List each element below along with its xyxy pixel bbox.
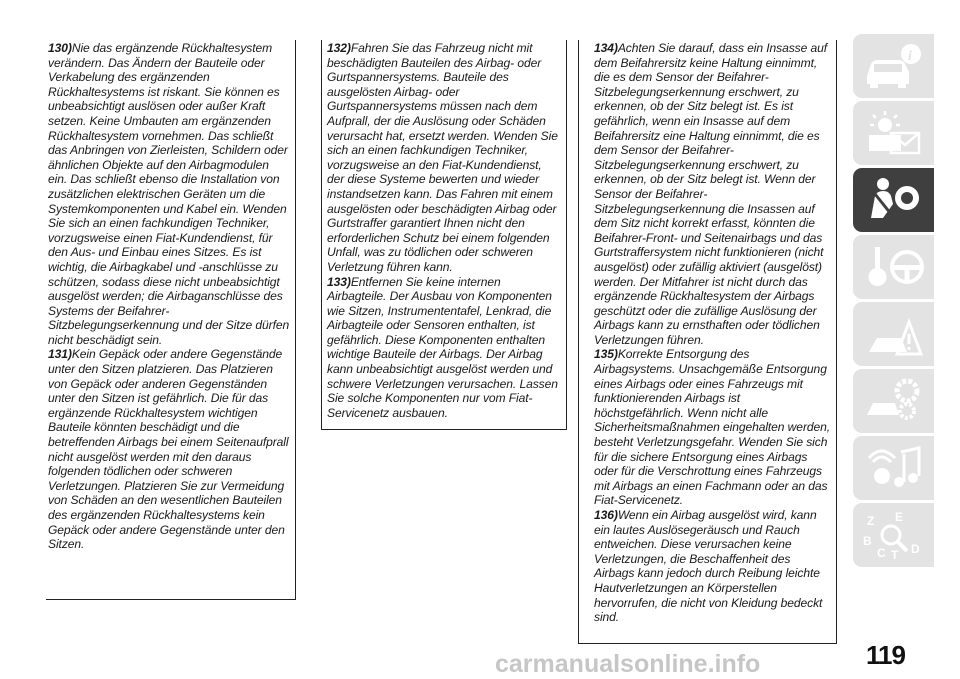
note-number: 132) — [327, 41, 351, 55]
tab-maintenance[interactable] — [853, 369, 934, 433]
tab-multimedia[interactable] — [853, 436, 934, 500]
note-number: 135) — [594, 347, 618, 362]
index-letter: Z — [867, 514, 875, 528]
note-text: Entfernen Sie keine internen Airbagteile. Der Ausbau von Komponenten wie Sitzen, Instrumententafel, Lenkrad, die Airbagteile oder Sensoren enthalten, ist gefährlich. Diese Komponenten enthalten wichtige Bauteile der Airbags. Der Airbag kann unbeabsichtigt ausgelöst werden und schwere Verletzungen verursachen. Lassen Sie solche Komponenten nur vom Fiat-Servicenetz ausbauen. — [327, 274, 558, 420]
note-number: 130) — [48, 41, 72, 55]
note-text: Fahren Sie das Fahrzeug nicht mit beschädigten Bauteilen des Airbag- oder Gurtspannersystems. Bauteile des ausgelösten Airbag- oder Gurtspannersystems müssen nach dem Aufprall, der die Auslösung oder Schäden verursacht hat, ersetzt werden. Wenden Sie sich an einen fachkundigen Techniker, vorzugsweise an den Fiat-Kundendienst, der diese Systeme bewerten und wieder instandsetzen kann. Das Fahren mit einem ausgelösten oder beschädigten Airbag oder Gurtstraffer garantiert Ihnen nicht den erforderlichen Schutz bei einem folgenden Unfall, was zu tödlichen oder schweren Verletzung führen kann. — [327, 41, 558, 274]
note-text: Korrekte Entsorgung des Airbagsystems. Unsachgemäße Entsorgung eines Airbags oder eines Fahrzeugs mit funktionierenden Airbags ist höchstgefährlich. Wenn nicht alle Sicherheitsmaßnahmen eingehalten werden, besteht Verletzungsgefahr. Wenden Sie sich für die sichere Entsorgung eines Airbags oder für die Verschrottung eines Fahrzeugs mit Airbags an einen Fachmann oder an das Fiat-Servicenetz. — [594, 347, 831, 508]
note-number: 133) — [327, 274, 351, 289]
note-132 — [327, 41, 562, 275]
chapter-tabs — [853, 34, 934, 570]
index-search-icon — [861, 509, 925, 561]
note-136 — [594, 508, 832, 625]
index-letter: T — [891, 548, 899, 561]
note-133 — [327, 275, 562, 421]
multimedia-icon — [861, 442, 925, 494]
watermark: carmanualsonline.info — [495, 650, 761, 678]
note-text: Wenn ein Airbag ausgelöst wird, kann ein lautes Auslösegeräusch und Rauch entweichen. Diese verursachen keine Verletzungen, die Beschaffenheit des Airbags kann jedoch durch Reibung leichte Hautverletzungen an Körperstellen hervorrufen, die nicht von Kleidung bedeckt sind. — [594, 508, 823, 625]
note-text: Nie das ergänzende Rückhaltesystem verändern. Das Ändern der Bauteile oder Verkabelung des ergänzenden Rückhaltesystems ist riskant. Sie können es unbeabsichtigt auslösen oder außer Kraft setzen. Keine Umbauten am ergänzenden Rückhaltesystem vornehmen. Das schließt das Anbringen von Zierleisten, Schildern oder ähnlichen Objekte auf den Airbagmodulen ein. Das schließt ebenso die Installation von zusätzlichen elektrischen Geräten um die Systemkomponenten und Kabel ein. Wenden Sie sich an einen fachkundigen Techniker, vorzugsweise einen Fiat-Kundendienst, für den Aus- und Einbau eines Sitzes. Es ist wichtig, die Airbagkabel und -anschlüsse zu schützen, sodass diese nicht unbeabsichtigt ausgelöst werden; die Airbaganschlüsse des Systems der Beifahrer-Sitzbelegungserkennung und der Sitze dürfen nicht beschädigt sein. — [48, 41, 290, 347]
tab-safety[interactable] — [853, 168, 934, 232]
notes-column-3 — [578, 40, 837, 644]
notes-column-2 — [321, 40, 567, 430]
car-info-icon — [861, 40, 925, 92]
notes-column-1 — [46, 40, 296, 600]
note-134 — [594, 41, 832, 347]
tab-index[interactable] — [853, 503, 934, 567]
maintenance-gears-icon — [861, 375, 925, 427]
key-steering-icon — [861, 241, 925, 293]
airbag-seatbelt-icon — [861, 174, 925, 226]
note-text: Achten Sie darauf, dass ein Insasse auf dem Beifahrersitz keine Haltung einnimmt, die es dem Sensor der Beifahrer-Sitzbelegungserkennung erschwert, zu erkennen, ob der Sitz belegt ist. Es ist gefährlich, wenn ein Insasse auf dem Beifahrersitz eine Haltung einnimmt, die es dem Sensor der Beifahrer-Sitzbelegungserkennung erschwert, zu erkennen, ob der Sitz belegt ist. Wenn der Sensor der Beifahrer-Sitzbelegungserkennung die Insassen auf dem Sitz nicht korrekt erfasst, könnten die Beifahrer-Front- und Seitenairbags und das Gurtstraffersystem nicht funktionieren (nicht ausgelöst) oder zufällig aktiviert (ausgelöst) werden. Der Mitfahrer ist nicht durch das ergänzende Rückhaltesystem der Airbags geschützt oder die zufällige Auslösung der Airbags kann zu ernsthaften oder tödlichen Verletzungen führen. — [594, 41, 828, 347]
index-letter: C — [877, 546, 886, 560]
warning-lights-icon — [861, 107, 925, 159]
svg-text:i: i — [908, 49, 912, 64]
tab-warning-lights[interactable] — [853, 101, 934, 165]
note-130 — [48, 41, 291, 347]
note-number: 136) — [594, 508, 618, 522]
index-letter: B — [863, 534, 872, 548]
note-131 — [48, 347, 291, 551]
note-135 — [594, 347, 832, 508]
tab-starting-driving[interactable] — [853, 235, 934, 299]
index-letter: E — [895, 510, 904, 524]
index-letter: D — [911, 542, 920, 556]
page-number: 119 — [866, 640, 905, 670]
note-number: 134) — [594, 41, 618, 55]
breakdown-triangle-icon — [861, 308, 925, 360]
note-number: 131) — [48, 347, 72, 362]
tab-emergency[interactable] — [853, 302, 934, 366]
tab-vehicle-knowledge[interactable] — [853, 34, 934, 98]
note-text: Kein Gepäck oder andere Gegenstände unter den Sitzen platzieren. Das Platzieren von Gepäck oder anderen Gegenständen unter den Sitzen ist gefährlich. Die für das ergänzende Rückhaltesystem wichtigen Bauteile könnten beschädigt und die betreffenden Airbags bei einem Seitenaufprall nicht ausgelöst werden mit den daraus folgenden tödlichen oder schweren Verletzungen. Platzieren Sie zur Vermeidung von Schäden an den wesentlichen Bauteilen des ergänzenden Rückhaltesystems kein Gepäck oder andere Gegenstände unter den Sitzen. — [48, 347, 289, 552]
